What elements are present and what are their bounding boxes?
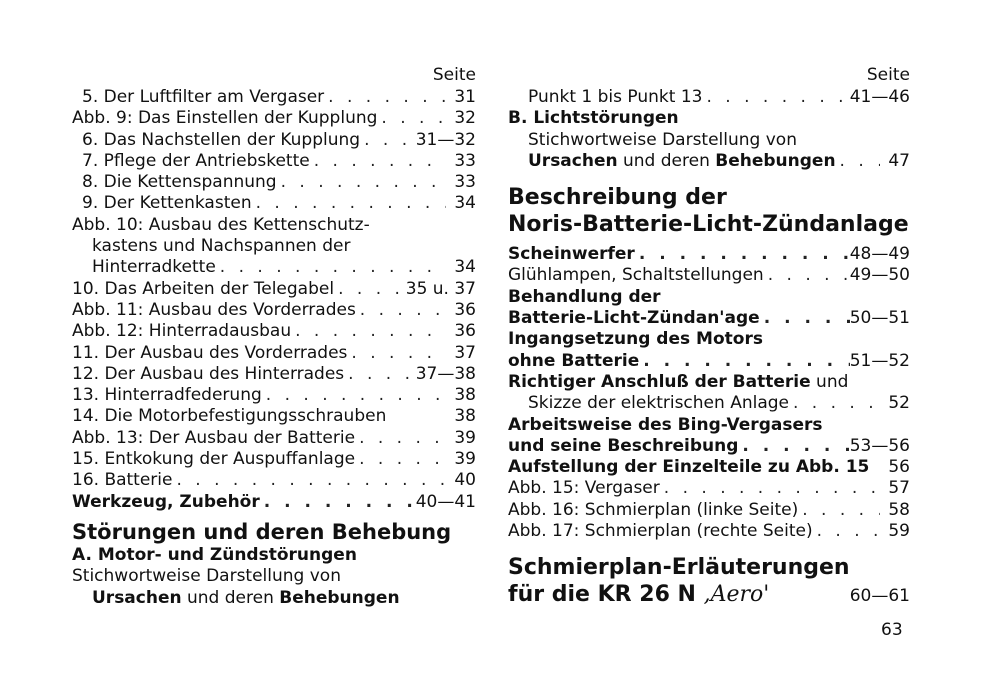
seite-header-right: Seite bbox=[866, 65, 910, 85]
toc-entry: kastens und Nachspannen der bbox=[92, 236, 351, 257]
toc-entry: Punkt 1 bis Punkt 13 . . . 41—46 bbox=[508, 87, 910, 108]
section-heading-noris: Noris-Batterie-Licht-Zündanlage bbox=[508, 212, 909, 238]
page-number: 63 bbox=[881, 620, 903, 640]
seite-header-left: Seite bbox=[432, 65, 476, 85]
toc-entry: Abb. 10: Ausbau des Kettenschutz- bbox=[72, 214, 370, 235]
section-heading-beschreibung: Beschreibung der bbox=[508, 185, 727, 211]
toc-entry: 5. Der Luftfilter am Vergaser . . . 31 bbox=[72, 87, 476, 108]
toc-entry: Abb. 15: Vergaser . . . 57 bbox=[508, 478, 910, 499]
toc-entry: 12. Der Ausbau des Hinterrades . . . 37—38 bbox=[72, 364, 476, 385]
toc-entry: 10. Das Arbeiten der Telegabel . . . 35 u. 37 bbox=[72, 279, 476, 300]
toc-entry: 13. Hinterradfederung . . . 38 bbox=[72, 385, 476, 406]
toc-entry: 7. Pflege der Antriebskette . . . 33 bbox=[72, 151, 476, 172]
toc-entry: 8. Die Kettenspannung . . . 33 bbox=[72, 172, 476, 193]
toc-entry: Werkzeug, Zubehör . . . 40—41 bbox=[72, 492, 476, 513]
toc-right-column bbox=[508, 64, 910, 608]
toc-entry: 14. Die Motorbefestigungsschrauben 38 bbox=[72, 406, 476, 427]
toc-entry: Scheinwerfer . . . 48—49 bbox=[508, 244, 910, 265]
toc-entry: und seine Beschreibung . . . 53—56 bbox=[508, 436, 910, 457]
toc-entry: 9. Der Kettenkasten . . . 34 bbox=[72, 193, 476, 214]
toc-entry: Abb. 13: Der Ausbau der Batterie . . . 39 bbox=[72, 428, 476, 449]
subsection-title: A. Motor- und Zündstörungen bbox=[72, 544, 357, 565]
toc-entry: Abb. 11: Ausbau des Vorderrades . . . 36 bbox=[72, 300, 476, 321]
subsection-line: Ursachen und deren Behebungen bbox=[92, 587, 400, 608]
subsection-line: Stichwortweise Darstellung von bbox=[72, 566, 341, 587]
section-heading-kr26n: für die KR 26 N ,Aero' 60—61 bbox=[508, 582, 910, 608]
toc-entry: 11. Der Ausbau des Vorderrades . . . 37 bbox=[72, 343, 476, 364]
toc-entry: 16. Batterie . . . 40 bbox=[72, 470, 476, 491]
toc-entry: Richtiger Anschluß der Batterie und bbox=[508, 371, 849, 392]
toc-entry: Glühlampen, Schaltstellungen . . . 49—50 bbox=[508, 265, 910, 286]
subsection-line: Stichwortweise Darstellung von bbox=[528, 129, 797, 150]
toc-entry: Arbeitsweise des Bing-Vergasers bbox=[508, 414, 823, 435]
toc-entry: 6. Das Nachstellen der Kupplung . . . 31—32 bbox=[72, 130, 476, 151]
toc-entry: Ursachen und deren Behebungen . . . 47 bbox=[508, 151, 910, 172]
toc-entry: Hinterradkette . . . 34 bbox=[72, 257, 476, 278]
toc-entry: Behandlung der bbox=[508, 286, 661, 307]
subsection-title: B. Lichtstörungen bbox=[508, 108, 679, 129]
toc-entry: Skizze der elektrischen Anlage . . . 52 bbox=[508, 393, 910, 414]
toc-entry: Abb. 16: Schmierplan (linke Seite) . . . 58 bbox=[508, 500, 910, 521]
toc-entry: Aufstellung der Einzelteile zu Abb. 15 56 bbox=[508, 457, 910, 478]
toc-entry: Ingangsetzung des Motors bbox=[508, 329, 763, 350]
toc-entry: Abb. 12: Hinterradausbau . . . 36 bbox=[72, 321, 476, 342]
toc-entry: 15. Entkokung der Auspuffanlage . . . 39 bbox=[72, 449, 476, 470]
toc-entry: Batterie-Licht-Zündan'age . . . 50—51 bbox=[508, 308, 910, 329]
toc-left-column bbox=[72, 64, 476, 609]
toc-entry: Abb. 9: Das Einstellen der Kupplung . . . 32 bbox=[72, 108, 476, 129]
section-heading-schmierplan: Schmierplan-Erläuterungen bbox=[508, 555, 850, 581]
toc-entry: ohne Batterie . . . 51—52 bbox=[508, 351, 910, 372]
toc-entry: Abb. 17: Schmierplan (rechte Seite) . . . 59 bbox=[508, 521, 910, 542]
section-heading-stoerungen: Störungen und deren Behebung bbox=[72, 519, 452, 544]
